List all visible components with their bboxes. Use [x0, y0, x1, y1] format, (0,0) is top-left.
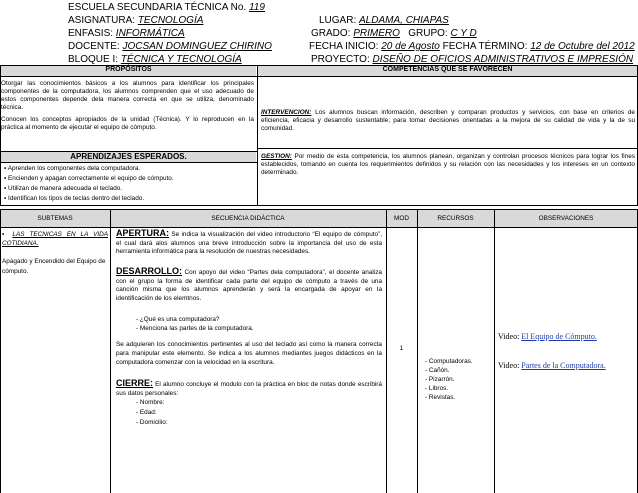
video-2-label: Video:	[498, 361, 522, 370]
aprendizajes-header	[1, 152, 256, 162]
recursos-list	[407, 357, 511, 402]
fecha-inicio-label: FECHA INICIO:	[309, 41, 382, 52]
proyecto-label: PROYECTO:	[311, 54, 373, 65]
proyecto-value: DISEÑO DE OFICIOS ADMINISTRATIVOS E IMPRESIÓN	[372, 54, 634, 65]
propositos-p1: Otorgar las conocimientos básicos a los alumnos para identificar los principales componentes de la computadora, los alumnos comprenden que el uso adecuado de estos componentes depende dela manera correcta en que se utiliza, denominado técnica.	[1, 80, 254, 111]
grado-label: GRADO:	[311, 28, 354, 39]
competencia-intervencion	[261, 109, 635, 133]
asignatura-label: ASIGNATURA:	[68, 15, 138, 26]
datos-personales-list	[118, 398, 398, 428]
header-enfasis	[68, 28, 185, 40]
desarrollo-text: Con apoyo del video “Partes dela computadora”, el docente analiza con el grupo la forma de identificar cada parte del equipo de cómputo a través de una canción misma que los alumnos aprenderán y será la encargada de apoyar en la identificación de los elemtnos.	[116, 269, 382, 302]
gestion-label: GESTION:	[261, 153, 292, 160]
competencia-gestion	[261, 153, 635, 177]
propositos-title: PROPÓSITOS	[105, 66, 152, 73]
enfasis-label: ENFASIS:	[68, 28, 116, 39]
apertura-label: APERTURA:	[116, 228, 169, 238]
header-asignatura	[68, 15, 203, 27]
grupo-value: C Y D	[450, 28, 477, 39]
col-divider-4	[494, 209, 495, 493]
fecha-termino-label: FECHA TÉRMINO:	[439, 41, 531, 52]
docente-label: DOCENTE:	[68, 41, 123, 52]
secuencia-desarrollo	[116, 267, 382, 303]
header-lugar	[319, 15, 449, 27]
secuencia-cierre	[116, 379, 382, 398]
aprendizaje-item: ▪ Utilizan de manera adecuada el teclado.	[4, 184, 259, 194]
col-divider-1	[110, 209, 111, 493]
intervencion-text: Los alumnos buscan información, describen y comparan productos y servicios, con base en criterios de eficiencia, eficacia y desarrollo sustentable; para tomar decisiones orientadas a la mejora de su calidad de vida y la de su comunidad.	[261, 109, 635, 132]
recurso-item: - Revistas.	[425, 393, 511, 402]
aprendizajes-list	[0, 164, 259, 204]
aprendizaje-item: ▪ Encienden y apagan correctamente el equipo de cómputo.	[4, 174, 259, 184]
aprendizaje-item: ▪ Identifican los tipos de teclas dentro del teclado.	[4, 194, 259, 204]
observacion-video-1	[498, 332, 636, 342]
aprendizaje-item: ▪ Aprenden los componentes dela computadora.	[4, 164, 259, 174]
escuela-label: ESCUELA SECUNDARIA TÉCNICA No.	[68, 2, 249, 13]
header-docente	[68, 41, 272, 53]
intervencion-label: INTERVENCION:	[261, 109, 312, 116]
grupo-label: GRUPO:	[399, 28, 451, 39]
bloque-label: BLOQUE I:	[68, 54, 121, 65]
competencias-header	[258, 66, 637, 76]
recurso-item: - Pizarrón.	[425, 375, 511, 384]
header-fechas	[309, 41, 635, 53]
gestion-text: Por medio de esta competencia, los alumnos planean, organizan y controlan procesos técnicos para lograr los fines establecidos, tomando en cuenta los requerimientos definidos y su relación con las necesidades y los intereses en un contexto determinado.	[261, 153, 635, 176]
asignatura-value: TECNOLOGÍA	[137, 15, 204, 26]
secuencia-preguntas	[118, 315, 398, 333]
video-1-label: Video:	[498, 332, 522, 341]
cierre-label: CIERRE:	[116, 378, 154, 388]
lugar-value: ALDAMA, CHIAPAS	[359, 15, 449, 26]
col-header-recursos: RECURSOS	[437, 215, 474, 222]
aprendizajes-title: APRENDIZAJES ESPERADOS.	[70, 152, 187, 161]
escuela-number: 119	[248, 2, 265, 13]
dato-item: - Nombre:	[136, 398, 398, 408]
top-header-divider	[0, 76, 638, 77]
desarrollo-label: DESARROLLO:	[116, 266, 182, 276]
subtema-item-1: ▪ LAS TECNICAS EN LA VIDA COTIDIANA.	[2, 231, 108, 247]
observacion-video-2	[498, 361, 636, 371]
docente-value: JOCSAN DOMINGUEZ CHIRINO	[122, 41, 272, 52]
pregunta-item: - Mencionа las partes de la computadora.	[136, 324, 398, 333]
video-1-link[interactable]: El Equipo de Cómputo.	[521, 332, 597, 341]
mod-value: 1	[399, 345, 404, 352]
col-header-subtemas: SUBTEMAS	[37, 215, 73, 222]
secuencia-teclado: Se adquieren los conocimientos pertinentes al uso del teclado así como la manera correcta para manipular este elemento. Se indica a los alumnos mediantes juegos didácticos en la computadora comenzar con la velocidad en la escritura.	[116, 341, 382, 366]
fecha-termino-value: 12 de Octubre del 2012	[530, 41, 635, 52]
header-grado	[311, 28, 477, 40]
propositos-p2: Conocen los conceptos apropiados de la unidad (Técnica). Y lo reproducen en la práctica al momento de ejecutar el equipo de cómputo.	[1, 116, 254, 131]
columns-header-line	[0, 227, 638, 228]
col-header-secuencia: SECUENCIA DIDÁCTICA	[211, 215, 285, 222]
recurso-item: - Cañón.	[425, 366, 511, 375]
recurso-item: - Computadoras.	[425, 357, 511, 366]
pregunta-item: - ¿Qué es una computadora?	[136, 315, 398, 324]
competencias-divider	[257, 148, 638, 149]
propositos-header	[1, 66, 256, 76]
header-escuela	[68, 2, 265, 14]
subtema-item-2: Apagado y Encendido del Equipo de cómputo.	[2, 258, 106, 275]
apertura-text: Se indica la visualización del video introductorio “El equipo de cómputo”, el cual dará alos alumnos una breve introducción sobre la importancia del uso de esta herramienta informática para la resolución de nuestras necesidades.	[116, 231, 382, 256]
recurso-item: - Libros.	[425, 384, 511, 393]
aprendizajes-header-line	[0, 162, 257, 163]
fecha-inicio-value: 20 de Agosto	[381, 41, 440, 52]
col-divider-3	[417, 209, 418, 493]
enfasis-value: INFORMÁTICA	[115, 28, 185, 39]
bloque-value: TÉCNICA Y TECNOLOGÍA	[120, 54, 242, 65]
col-header-mod: MOD	[394, 215, 409, 222]
competencias-title: COMPETENCIAS QUE SE FAVORECEN	[382, 66, 513, 73]
video-2-link[interactable]: Partes de la Computadora.	[521, 361, 606, 370]
col-header-observaciones: OBSERVACIONES	[538, 215, 594, 222]
lugar-label: LUGAR:	[319, 15, 360, 26]
secuencia-apertura	[116, 229, 382, 257]
cierre-text: El alumno concluye el modulo con la práctica en bloc de notas donde escribirá sus datos personales:	[116, 381, 382, 397]
dato-item: - Domicilio:	[136, 418, 398, 428]
dato-item: - Edad:	[136, 408, 398, 418]
subtema-1-text: LAS TECNICAS EN LA VIDA COTIDIANA.	[2, 231, 108, 247]
grado-value: PRIMERO	[353, 28, 400, 39]
